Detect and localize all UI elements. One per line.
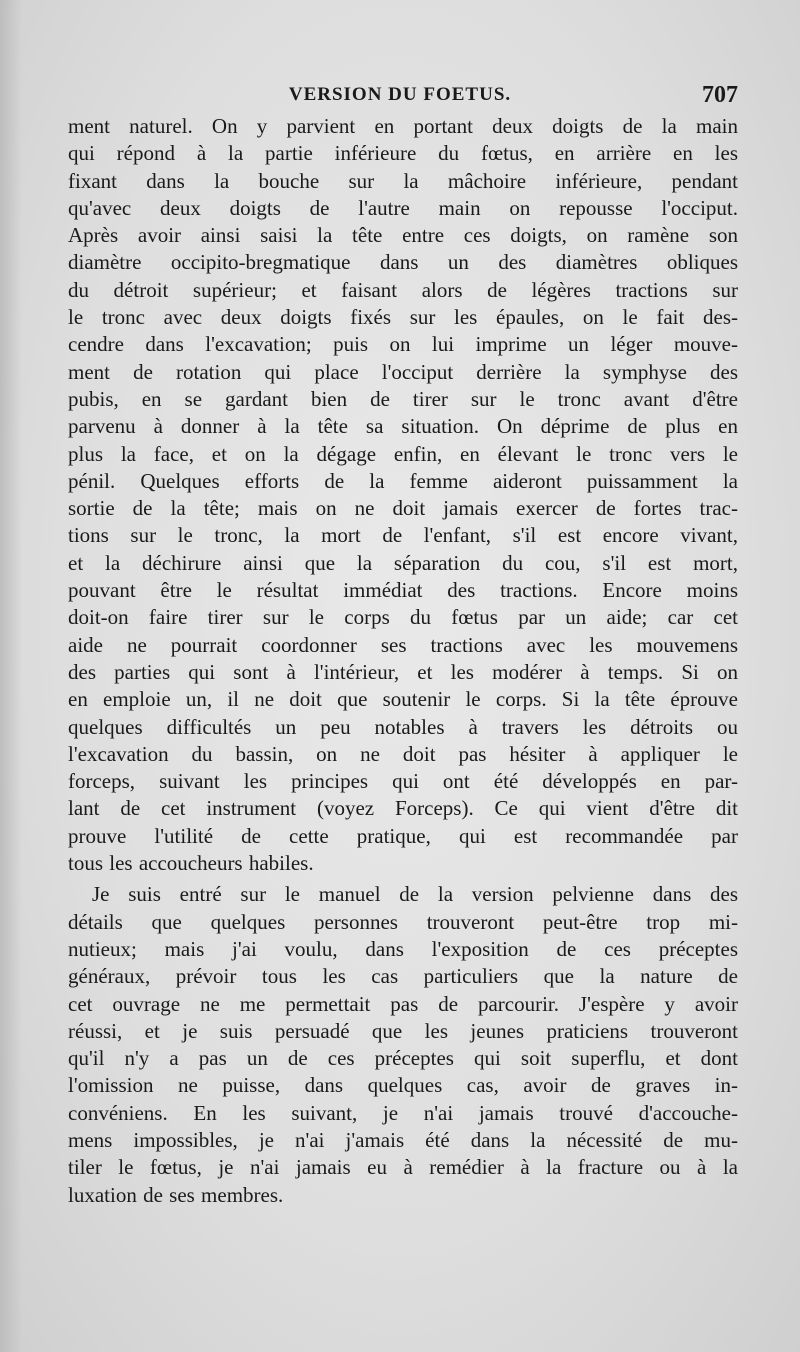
text-line: généraux, prévoir tous les cas particuliers que la nature de [68, 964, 738, 989]
text-line: quelques difficultés un peu notables à travers les détroits ou [68, 714, 738, 739]
text-line: doit-on faire tirer sur le corps du fœtus par un aide; car cet [68, 605, 738, 630]
text-line: nutieux; mais j'ai voulu, dans l'exposition de ces préceptes [68, 936, 738, 961]
text-line: qui répond à la partie inférieure du fœtus, en arrière en les [68, 141, 738, 166]
text-line: lant de cet instrument (voyez Forceps). Ce qui vient d'être dit [68, 796, 738, 821]
paragraph-1 [68, 113, 738, 877]
text-line: détails que quelques personnes trouveront peut-être trop mi- [68, 909, 738, 934]
text-line: en emploie un, il ne doit que soutenir le corps. Si la tête éprouve [68, 687, 738, 712]
page-header [60, 82, 740, 112]
text-line: ment naturel. On y parvient en portant deux doigts de la main [68, 114, 738, 138]
text-line: pénil. Quelques efforts de la femme aideront puissamment la [68, 468, 738, 493]
text-line: du détroit supérieur; et faisant alors de légères tractions sur [68, 277, 738, 302]
running-head: VERSION DU FOETUS. [288, 84, 512, 105]
text-line: aide ne pourrait coordonner ses tractions avec les mouvemens [68, 632, 738, 657]
body-text [68, 113, 738, 1209]
text-line: qu'il n'y a pas un de ces préceptes qui soit superflu, et dont [68, 1046, 738, 1071]
text-line: pubis, en se gardant bien de tirer sur le tronc avant d'être [68, 386, 738, 411]
text-line: luxation de ses membres. [68, 1182, 284, 1207]
text-line: des parties qui sont à l'intérieur, et les modérer à temps. Si on [68, 659, 738, 684]
text-line: Après avoir ainsi saisi la tête entre ces doigts, on ramène son [68, 223, 738, 248]
page-number: 707 [702, 82, 738, 108]
text-line: et la déchirure ainsi que la séparation du cou, s'il est mort, [68, 550, 738, 575]
text-line: diamètre occipito-bregmatique dans un des diamètres obliques [68, 250, 738, 275]
text-line: plus la face, et on la dégage enfin, en élevant le tronc vers le [68, 441, 738, 466]
text-line: prouve l'utilité de cette pratique, qui est recommandée par [68, 823, 738, 848]
text-line: tiler le fœtus, je n'ai jamais eu à remédier à la fracture ou à la [68, 1155, 738, 1180]
page-edge-shadow [0, 0, 22, 1352]
text-line: pouvant être le résultat immédiat des tractions. Encore moins [68, 578, 738, 603]
text-line: parvenu à donner à la tête sa situation. On déprime de plus en [68, 414, 738, 439]
text-line: sortie de la tête; mais on ne doit jamais exercer de fortes trac- [68, 496, 738, 521]
text-line: cendre dans l'excavation; puis on lui imprime un léger mouve- [68, 332, 738, 357]
text-line: fixant dans la bouche sur la mâchoire inférieure, pendant [68, 168, 738, 193]
text-line: réussi, et je suis persuadé que les jeunes praticiens trouveront [68, 1018, 738, 1043]
text-line: l'omission ne puisse, dans quelques cas, avoir de graves in- [68, 1073, 738, 1098]
text-line: convéniens. En les suivant, je n'ai jamais trouvé d'accouche- [68, 1100, 738, 1125]
text-line: Je suis entré sur le manuel de la version pelvienne dans des [92, 882, 738, 907]
text-line: ment de rotation qui place l'occiput derrière la symphyse des [68, 359, 738, 384]
paragraph-2 [68, 881, 738, 1209]
text-line: tions sur le tronc, la mort de l'enfant, s'il est encore vivant, [68, 523, 738, 548]
text-line: le tronc avec deux doigts fixés sur les épaules, on le fait des- [68, 305, 738, 330]
text-line: l'excavation du bassin, on ne doit pas hésiter à appliquer le [68, 741, 738, 766]
text-line: forceps, suivant les principes qui ont été développés en par- [68, 769, 738, 794]
text-line: tous les accoucheurs habiles. [68, 851, 314, 876]
text-line: cet ouvrage ne me permettait pas de parcourir. J'espère y avoir [68, 991, 738, 1016]
text-line: qu'avec deux doigts de l'autre main on repousse l'occiput. [68, 195, 738, 220]
text-line: mens impossibles, je n'ai j'amais été dans la nécessité de mu- [68, 1127, 738, 1152]
